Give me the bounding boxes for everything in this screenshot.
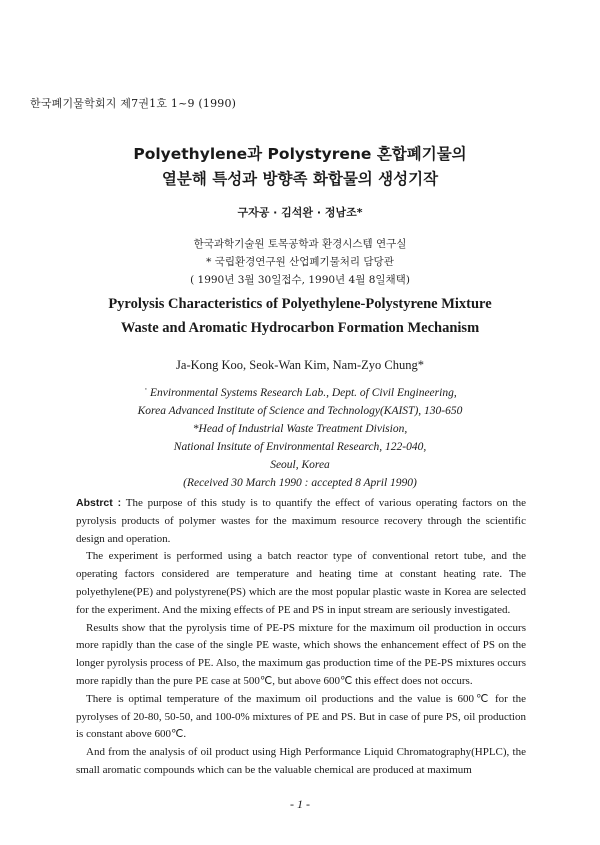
english-received-date: (Received 30 March 1990 : accepted 8 April 1990) (183, 477, 417, 489)
korean-affiliation-2: * 국립환경연구원 산업폐기물처리 담당관 (206, 256, 394, 268)
abstract-paragraph-1 (76, 495, 526, 548)
english-affiliation-4: National Insitute of Environmental Research, 122-040, (173, 441, 427, 453)
english-affiliation-1: ˙ Environmental Systems Research Lab., Dept. of Civil Engineering, (143, 387, 457, 399)
english-affiliation-3: *Head of Industrial Waste Treatment Division, (192, 423, 408, 435)
abstract-paragraph-3: Results show that the pyrolysis time of PE-PS mixture for the maximum oil production in occurs more rapidly than the case of the single PE waste, which shows the enhancement effect of PS on the longer pyrolysis process of PE. Also, the maximum gas production time of the PE-PS mixtures occurs more rapidly than the pure PE case at 500℃, but above 600℃ this effect does not occurs. (76, 621, 526, 687)
korean-received-date: ( 1990년 3월 30일접수, 1990년 4월 8일채택) (190, 274, 410, 286)
english-title-line-1: Pyrolysis Characteristics of Polyethylene-Polystyrene Mixture (108, 296, 492, 312)
english-affiliation-2: Korea Advanced Institute of Science and Technology(KAIST), 130-650 (137, 405, 463, 417)
english-affiliation-5: Seoul, Korea (270, 459, 330, 471)
abstract-section (76, 495, 526, 780)
english-title-line-2: Waste and Aromatic Hydrocarbon Formation Mechanism (120, 320, 480, 336)
korean-title-line-1: Polyethylene과 Polystyrene 혼합폐기물의 (133, 145, 467, 163)
abstract-paragraph-4: There is optimal temperature of the maximum oil productions and the value is 600℃ for the pyrolyses of 20-80, 50-50, and 100-0% mixtures of PE and PS. But in case of pure PS, oil production is constant above 600℃. (76, 692, 526, 741)
korean-affiliation-1: 한국과학기술원 토목공학과 환경시스템 연구실 (193, 238, 407, 250)
english-authors: Ja-Kong Koo, Seok-Wan Kim, Nam-Zyo Chung* (176, 358, 424, 372)
abstract-paragraph-2: The experiment is performed using a batch reactor type of conventional retort tube, and the operating factors considered are temperature and heating time at constant heating rate. The polyethylene(PE) and polystyrene(PS) which are the most popular plastic waste in Korea are selected for the experiment. And the mixing effects of PE and PS in input stream are seriously investigated. (76, 550, 526, 616)
korean-title-line-2: 열분해 특성과 방향족 화합물의 생성기작 (161, 170, 439, 188)
abstract-paragraph-5: And from the analysis of oil product using High Performance Liquid Chromatography(HPLC), the small aromatic compounds which can be the valuable chemical are produced at maximum (76, 746, 526, 776)
page-number: - 1 - (290, 797, 310, 811)
journal-citation: 한국폐기물학회지 제7권1호 1~9 (1990) (30, 97, 237, 110)
korean-authors: 구자공 · 김석완 · 정남조* (237, 206, 363, 219)
abstract-p1-text: The purpose of this study is to quantify the effect of various operating factors on the pyrolysis products of polymer wastes for the maximum resource recovery through the scientific design and operation. (76, 497, 526, 545)
abstract-label: Abstrct : (76, 497, 122, 509)
